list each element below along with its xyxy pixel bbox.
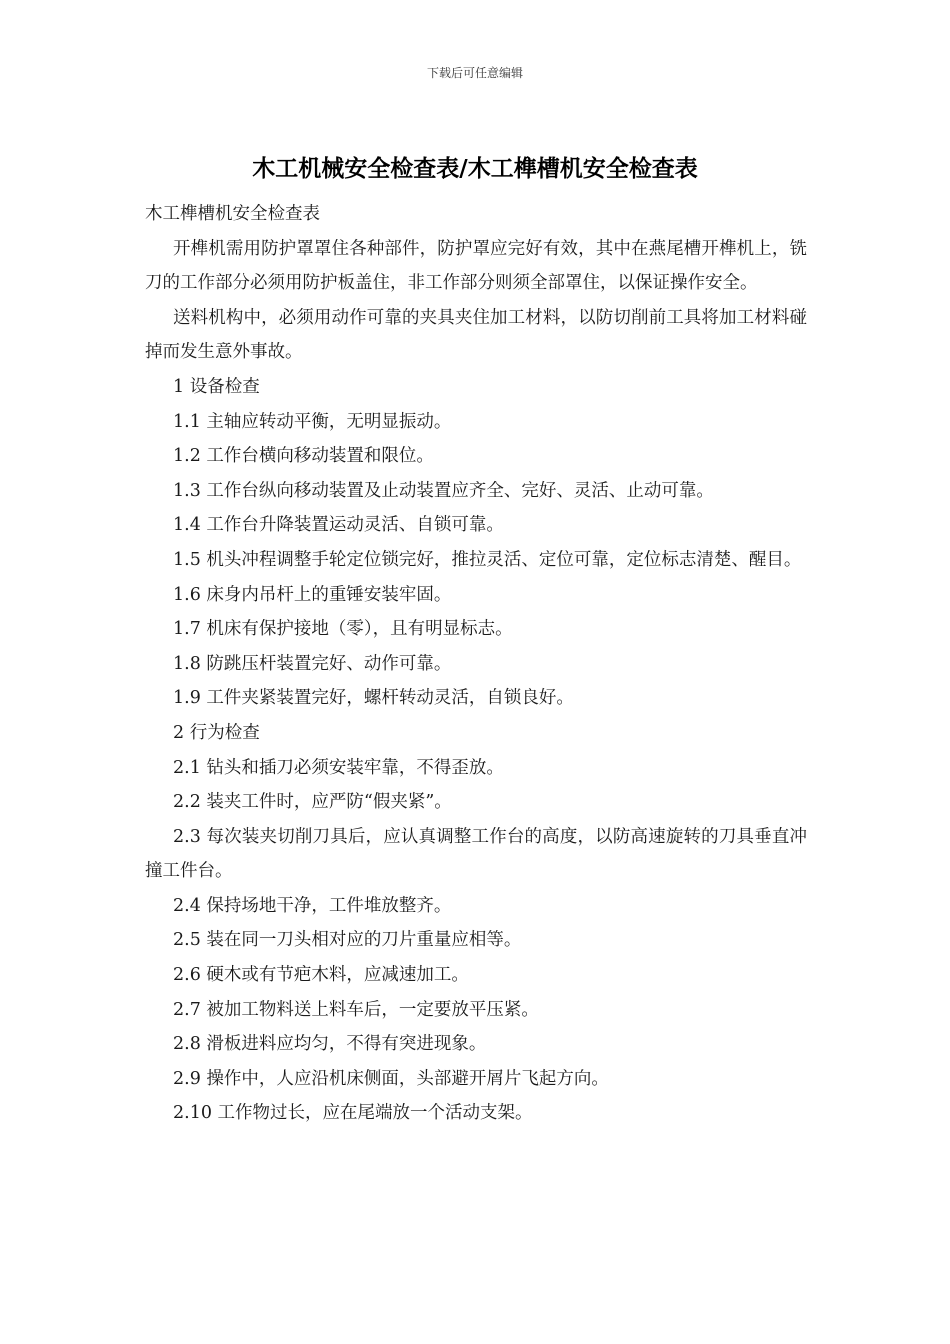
checklist-item: 2.10 工作物过长，应在尾端放一个活动支架。: [173, 1103, 533, 1124]
checklist-item: 1.7 机床有保护接地（零），且有明显标志。: [173, 619, 513, 640]
intro-paragraph: 开榫机需用防护罩罩住各种部件，防护罩应完好有效，其中在燕尾槽开榫机上，铣刀的工作部分必须用防护板盖住，非工作部分则须全部罩住，以保证操作安全。: [145, 238, 807, 294]
checklist-item: 1.1 主轴应转动平衡，无明显振动。: [173, 411, 452, 432]
section-heading: 1 设备检查: [173, 376, 260, 397]
document-body: [145, 197, 807, 1131]
checklist-item: 2.8 滑板进料应均匀，不得有突进现象。: [173, 1034, 487, 1055]
page-header-note: 下载后可任意编辑: [426, 66, 523, 80]
checklist-item: 2.9 操作中，人应沿机床侧面，头部避开屑片飞起方向。: [173, 1068, 609, 1089]
checklist-item: 2.3 每次装夹切削刀具后，应认真调整工作台的高度，以防高速旋转的刀具垂直冲撞工件台。: [145, 826, 807, 882]
checklist-item: 1.2 工作台横向移动装置和限位。: [173, 446, 434, 467]
checklist-item: 1.6 床身内吊杆上的重锤安装牢固。: [173, 584, 452, 605]
intro-paragraph: 送料机构中，必须用动作可靠的夹具夹住加工材料，以防切削前工具将加工材料碰掉而发生意外事故。: [145, 307, 807, 363]
checklist-item: 1.8 防跳压杆装置完好、动作可靠。: [173, 653, 452, 674]
checklist-item: 2.4 保持场地干净，工件堆放整齐。: [173, 895, 452, 916]
checklist-item: 1.5 机头冲程调整手轮定位锁完好，推拉灵活、定位可靠，定位标志清楚、醒目。: [173, 549, 802, 570]
checklist-item: 1.9 工件夹紧装置完好，螺杆转动灵活，自锁良好。: [173, 688, 574, 709]
document-title: 木工机械安全检查表/木工榫槽机安全检查表: [252, 156, 698, 182]
checklist-item: 2.2 装夹工件时，应严防“假夹紧”。: [173, 792, 452, 813]
checklist-item: 1.3 工作台纵向移动装置及止动装置应齐全、完好、灵活、止动可靠。: [173, 480, 714, 501]
checklist-item: 1.4 工作台升降装置运动灵活、自锁可靠。: [173, 515, 504, 536]
document-subtitle: 木工榫槽机安全检查表: [145, 204, 320, 224]
section-heading: 2 行为检查: [173, 722, 260, 743]
checklist-item: 2.7 被加工物料送上料车后，一定要放平压紧。: [173, 999, 539, 1020]
checklist-item: 2.5 装在同一刀头相对应的刀片重量应相等。: [173, 930, 522, 951]
checklist-item: 2.6 硬木或有节疤木料，应减速加工。: [173, 965, 469, 986]
checklist-item: 2.1 钻头和插刀必须安装牢靠，不得歪放。: [173, 757, 504, 778]
